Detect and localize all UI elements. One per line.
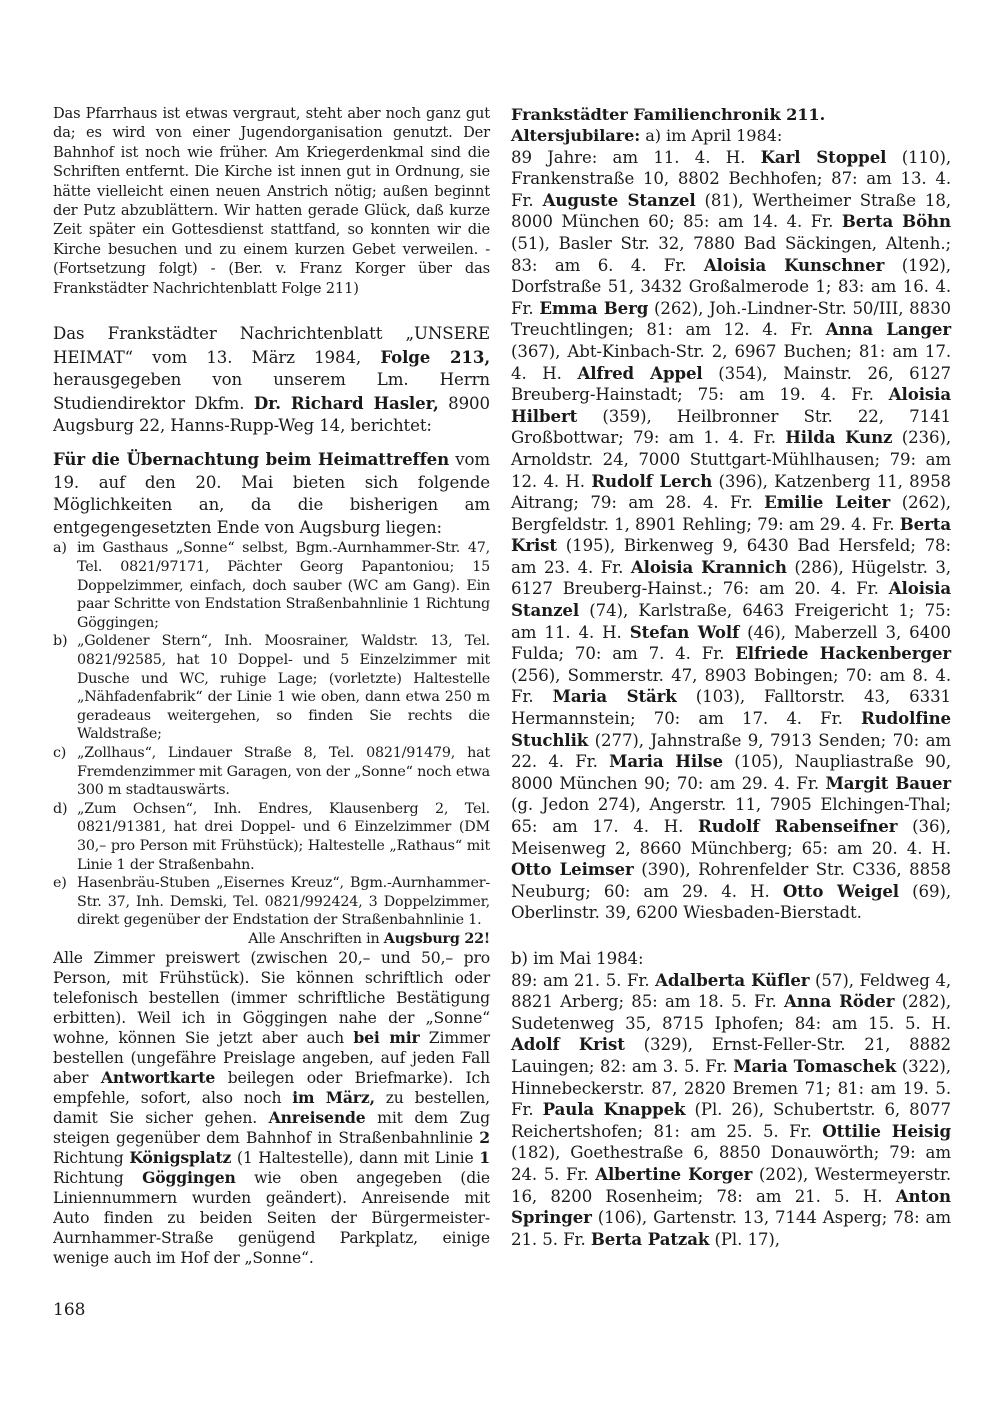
entry-text: (282), Sudetenweg 35, 8715 Iphofen; 84: am 15. 5. H. — [511, 992, 951, 1033]
entry-text: (51), Basler Str. 32, 7880 Bad Säckingen, Altenh.; 83: am 6. 4. Fr. — [511, 233, 951, 275]
entry-text: (192), Dorfstraße 51, 3432 Großalmerode 1; 83: am 16. 4. Fr. — [511, 255, 951, 318]
jubilarian-name: Adolf Krist — [511, 1034, 625, 1055]
jubilarian-name: Berta Patzak — [590, 1228, 710, 1249]
entry-text: (g. Jedon 274), Angerstr. 11, 7905 Elchingen-Thal; 65: am 17. 4. H. — [511, 795, 951, 836]
april-jubilees-paragraph — [511, 147, 951, 924]
entry-text: (81), Wertheimer Straße 18, 8000 München 60; 85: am 14. 4. Fr. — [511, 190, 951, 232]
jubilarian-name: Berta Krist — [511, 513, 951, 556]
entry-text: (103), Falltorstr. 43, 6331 Hermannstein; 70: am 17. 4. Fr. — [511, 687, 951, 729]
jubilarian-name: Paula Knappek — [542, 1099, 686, 1120]
entry-text: (262), Bergfeldstr. 1, 8901 Rehling; 79: am 29. 4. Fr. — [511, 493, 951, 534]
entry-text: (46), Maberzell 3, 6400 Fulda; 70: am 7. 4. Fr. — [511, 622, 951, 664]
page-number: 168 — [53, 1300, 86, 1320]
entry-text: 89: am 21. 5. Fr. — [511, 970, 656, 990]
chronicle-heading: Frankstädter Familienchronik 211. Altersjubilare: a) im April 1984: — [511, 105, 826, 146]
jubilarian-name: Aloisia Hilbert — [511, 384, 951, 426]
list-item: a) im Gasthaus „Sonne“ selbst, Bgm.-Aurnhammer-Str. 47, Tel. 0821/97171, Pächter Georg Papantoniou; 15 Doppelzimmer, einfach, doch sauber (WC am Gang). Ein paar Schritte von Endstation Straßenbahnlinie 1 Richtung Göggingen; — [53, 540, 490, 631]
entry-text: (286), Hügelstr. 3, 6127 Breuberg-Hainst.; 76: am 20. 4. Fr. — [511, 557, 951, 599]
jubilarian-name: Rudolfine Stuchlik — [511, 708, 951, 750]
entry-text: (195), Birkenweg 9, 6430 Bad Hersfeld; 78: am 23. 4. Fr. — [511, 536, 951, 577]
entry-text: (277), Jahnstraße 9, 7913 Senden; 70: am 22. 4. Fr. — [511, 730, 951, 772]
entry-text: (106), Gartenstr. 13, 7144 Asperg; 78: am 21. 5. Fr. — [511, 1208, 951, 1249]
jubilarian-name: Alfred Appel — [577, 362, 703, 383]
entry-text: (105), Naupliastraße 90, 8000 München 90; 70: am 29. 4. Fr. — [511, 752, 951, 793]
jubilarian-name: Rudolf Lerch — [591, 470, 713, 491]
entry-text: (354), Mainstr. 26, 6127 Breuberg-Hainstadt; 75: am 19. 4. Fr. — [511, 363, 952, 405]
entry-text: (390), Rohrenfelder Str. C336, 8858 Neuburg; 60: am 29. 4. H. — [511, 860, 951, 901]
entry-text: (Pl. 26), Schubertstr. 6, 8077 Reichertshofen; 81: am 25. 5. Fr. — [511, 1100, 951, 1141]
jubilarian-name: Berta Böhn — [841, 211, 951, 232]
jubilarian-name: Margit Bauer — [825, 772, 951, 793]
jubilarian-name: Rudolf Rabenseifner — [698, 816, 898, 836]
may-heading: b) im Mai 1984: — [511, 948, 644, 968]
booking-paragraph: Alle Zimmer preiswert (zwischen 20,– und 50,– pro Person, mit Frühstück). Sie können schriftlich oder telefonisch bestellen (immer schriftliche Bestätigung erbitten). Weil ich in Göggingen nahe der „Sonne“ wohne, können Sie jetzt aber auch bei mir Zimmer bestellen (ungefähre Preislage angeben, auf jeden Fall aber Antwortkarte beilegen oder Briefmarke). Ich empfehle, sofort, also noch im März, zu bestellen, damit Sie sicher gehen. Anreisende mit dem Zug steigen gegenüber dem Bahnhof in Straßenbahnlinie 2 Richtung Königsplatz (1 Haltestelle), dann mit Linie 1 Richtung Göggingen wie oben angegeben (die Liniennummern wurden geändert). Anreisende mit Auto finden zu beiden Seiten der Bürgermeister-Aurnhammer-Straße genügend Parkplatz, einige wenige auch im Hof der „Sonne“. — [53, 949, 490, 1268]
list-item: e) Hasenbräu-Stuben „Eisernes Kreuz“, Bgm.-Aurnhammer-Str. 37, Inh. Demski, Tel. 0821/992424, 3 Doppelzimmer, direkt gegenüber der Endstation der Straßenbahnlinie 1. — [53, 875, 490, 929]
jubilarian-name: Hilda Kunz — [785, 427, 893, 448]
jubilarian-name: Ottilie Heisig — [822, 1120, 951, 1141]
list-item: b) „Goldener Stern“, Inh. Moosrainer, Waldstr. 13, Tel. 0821/92585, hat 10 Doppel- und 5 Einzelzimmer mit Dusche und WC, ruhige Lage; (vorletzte) Haltestelle „Nähfadenfabrik“ der Linie 1 wie oben, dann etwa 250 m geradeaus weitergehen, so finden Sie rechts die Waldstraße; — [53, 633, 490, 743]
left-column — [53, 104, 490, 1268]
entry-text: (110), Frankenstraße 10, 8802 Bechhofen; 87: am 13. 4. Fr. — [511, 147, 951, 210]
entry-text: (57), Feldweg 4, 8821 Arberg; 85: am 18. 5. Fr. — [511, 970, 951, 1012]
entry-text: (329), Ernst-Feller-Str. 21, 8882 Lauingen; 82: am 3. 5. Fr. — [511, 1035, 952, 1076]
jubilarian-name: Karl Stoppel — [760, 146, 887, 167]
entry-text: (236), Arnoldstr. 24, 7000 Stuttgart-Mühlhausen; 79: am 12. 4. H. — [511, 428, 951, 491]
jubilarian-name: Adalberta Küfler — [655, 969, 810, 990]
jubilarian-name: Anna Langer — [825, 319, 951, 340]
right-column — [511, 104, 951, 1250]
entry-text: (36), Meisenweg 2, 8660 Münchberg; 65: am 20. 4. H. — [511, 817, 951, 858]
may-jubilees-paragraph — [511, 970, 951, 1251]
jubilarian-name: Emma Berg — [539, 297, 649, 318]
entry-text: (69), Oberlinstr. 39, 6200 Wiesbaden-Bierstadt. — [511, 881, 951, 923]
entry-text: (359), Heilbronner Str. 22, 7141 Großbottwar; 79: am 1. 4. Fr. — [511, 406, 951, 448]
jubilarian-name: Aloisia Kunschner — [703, 254, 885, 275]
entry-text: (262), Joh.-Lindner-Str. 50/III, 8830 Treuchtlingen; 81: am 12. 4. Fr. — [511, 298, 951, 340]
entry-text: (256), Sommerstr. 47, 8903 Bobingen; 70: am 8. 4. Fr. — [511, 665, 951, 707]
jubilarian-name: Aloisia Stanzel — [511, 578, 951, 621]
entry-text: (74), Karlstraße, 6463 Freigericht 1; 75: am 11. 4. H. — [511, 601, 951, 642]
entry-text: (367), Abt-Kinbach-Str. 2, 6967 Buchen; 81: am 17. 4. H. — [511, 341, 951, 383]
list-item: d) „Zum Ochsen“, Inh. Endres, Klausenberg 2, Tel. 0821/91381, hat drei Doppel- und 6 Einzelzimmer (DM 30,– pro Person mit Frühstück); Haltestelle „Rathaus“ mit Linie 1 der Straßenbahn. — [53, 800, 490, 873]
jubilarian-name: Otto Weigel — [782, 880, 899, 901]
jubilarian-name: Auguste Stanzel — [542, 189, 696, 210]
entry-text: (182), Goethestraße 6, 8850 Donauwörth; 79: am 24. 5. Fr. — [511, 1143, 951, 1184]
jubilarian-name: Emilie Leiter — [764, 492, 891, 513]
jubilarian-name: Maria Hilse — [609, 751, 723, 772]
jubilarian-name: Otto Leimser — [511, 859, 634, 880]
jubilarian-name: Maria Stärk — [552, 686, 677, 707]
jubilarian-name: Anton Springer — [511, 1185, 951, 1228]
entry-text: (396), Katzenberg 11, 8958 Aitrang; 79: am 28. 4. Fr. — [511, 471, 952, 513]
list-item: c) „Zollhaus“, Lindauer Straße 8, Tel. 0821/91479, hat Fremdenzimmer mit Garagen, von der „Sonne“ noch etwa 300 m stadtauswärts. — [53, 744, 490, 799]
entry-text: (202), Westermeyerstr. 16, 8200 Rosenheim; 78: am 21. 5. H. — [511, 1164, 952, 1206]
addresses-note: Alle Anschriften in Augsburg 22! — [248, 930, 490, 947]
entry-text: (Pl. 17), — [709, 1229, 780, 1249]
jubilarian-name: Maria Tomaschek — [733, 1055, 897, 1076]
jubilarian-name: Elfriede Hackenberger — [735, 643, 951, 664]
jubilarian-name: Aloisia Krannich — [630, 556, 787, 577]
report-paragraph: Das Pfarrhaus ist etwas vergraut, steht aber noch ganz gut da; es wird von einer Jugendorganisation genutzt. Der Bahnhof ist noch wie früher. Am Kriegerdenkmal sind die Schriften entfernt. Die Kirche ist innen gut in Ordnung, sie hätte vielleicht einen neuen Anstrich nötig; außen beginnt der Putz abzublättern. Wir hatten gerade Glück, daß kurze Zeit später ein Gottesdienst stattfand, so konnten wir die Kirche besuchen und zu einem kurzen Gebet verweilen. - (Fortsetzung folgt) - (Ber. v. Franz Korger über das Frankstädter Nachrichtenblatt Folge 211) — [53, 105, 490, 297]
entry-text: 89 Jahre: am 11. 4. H. — [511, 147, 761, 167]
accommodation-intro-paragraph: Für die Übernachtung beim Heimattreffen vom 19. auf den 20. Mai bieten sich folgende Möglichkeiten an, da die bisherigen am entgegengesetzten Ende von Augsburg liegen: — [53, 449, 490, 537]
jubilarian-name: Stefan Wolf — [629, 621, 740, 642]
entry-text: (322), Hinnebeckerstr. 87, 2820 Bremen 71; 81: am 19. 5. Fr. — [511, 1056, 951, 1120]
jubilarian-name: Anna Röder — [783, 991, 895, 1012]
newsletter-intro-paragraph: Das Frankstädter Nachrichtenblatt „UNSERE HEIMAT“ vom 13. März 1984, Folge 213, herausgegeben von unserem Lm. Herrn Studiendirektor Dkfm. Dr. Richard Hasler, 8900 Augsburg 22, Hanns-Rupp-Weg 14, berichtet: — [53, 324, 490, 436]
accommodation-list — [53, 539, 490, 929]
jubilarian-name: Albertine Korger — [595, 1163, 753, 1184]
